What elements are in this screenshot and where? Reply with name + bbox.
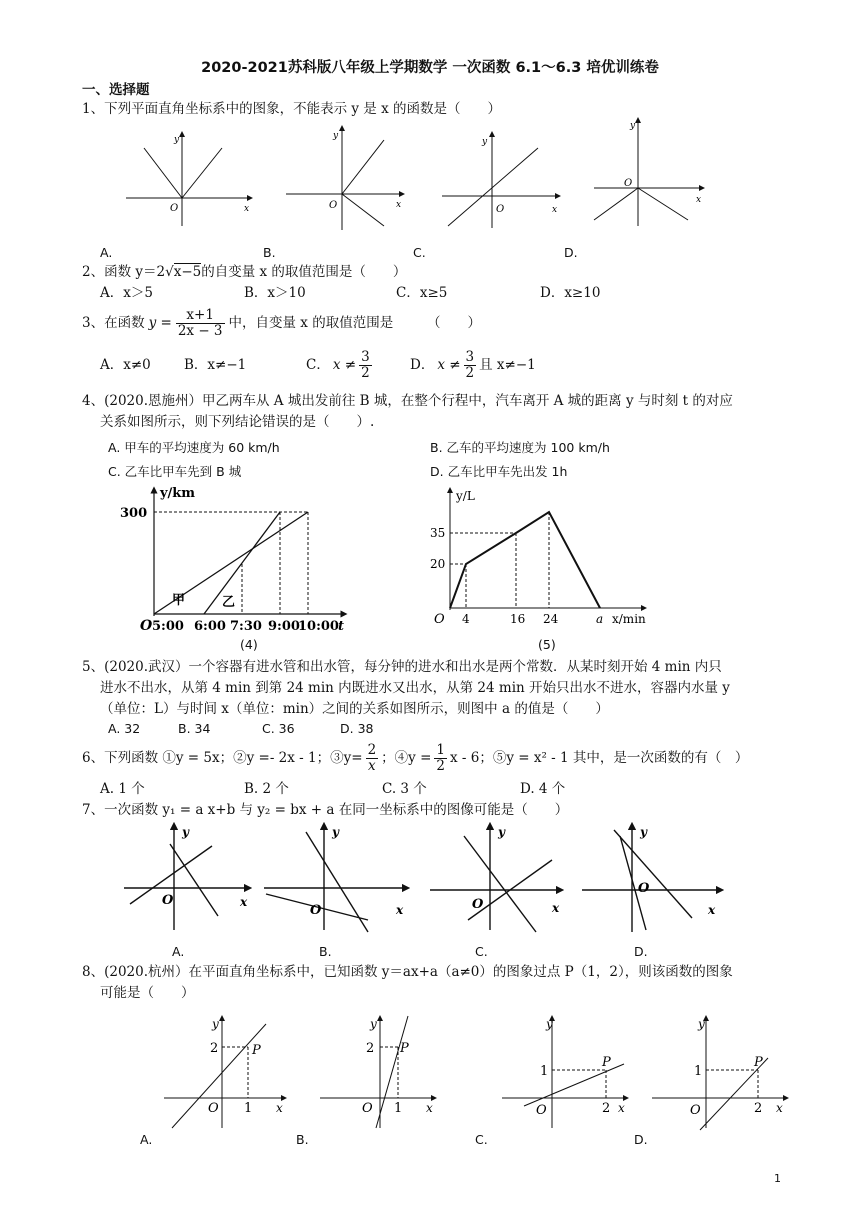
svg-text:x: x [396,200,402,210]
svg-text:2: 2 [366,1041,375,1056]
figure-5-caption: (5) [538,637,556,652]
svg-text:y: y [212,1017,219,1031]
svg-text:1: 1 [394,1101,403,1116]
svg-text:x: x [776,1101,783,1115]
svg-text:5:00: 5:00 [152,619,184,634]
svg-text:a: a [596,612,604,626]
svg-text:O: O [162,893,174,908]
svg-text:20: 20 [430,557,446,571]
svg-text:1: 1 [694,1064,703,1079]
figure-4-caption: (4) [240,637,258,652]
q1-graph-a [122,128,262,228]
q3-option-b[interactable]: B．x≠−1 [184,356,247,373]
svg-text:y: y [370,1017,377,1031]
svg-text:x/min: x/min [612,612,646,626]
page-number: 1 [774,1172,781,1185]
q1-option-b[interactable]: B. [263,245,276,260]
svg-text:O: O [472,897,484,912]
page-title: 2020-2021苏科版八年级上学期数学 一次函数 6.1～6.3 培优训练卷 [201,60,659,76]
svg-text:x: x [552,901,560,915]
svg-text:P: P [252,1043,261,1058]
svg-text:O: O [362,1101,373,1116]
q7-stem: 7、一次函数 y₁ = a x+b 与 y₂ = bx + a 在同一坐标系中的图像可能是（ ） [82,802,569,818]
svg-text:x: x [708,903,716,917]
q2-stem: 2、函数 y＝2√x−5的自变量 x 的取值范围是（ ） [82,264,407,280]
q8-option-b[interactable]: B. [296,1132,309,1147]
svg-text:y/km: y/km [160,486,196,501]
svg-text:x: x [618,1101,625,1115]
svg-text:O: O [170,203,179,214]
svg-text:y: y [332,825,339,839]
q6-option-c[interactable]: C. 3 个 [382,781,427,797]
svg-text:300: 300 [120,506,148,521]
svg-text:x: x [240,895,248,909]
q3-stem: 3、在函数 y = $\frac{x+1}{2x - 3}$ 中，自变量 x 的取值范围是 （ ） [82,307,481,339]
q8-graph-b [318,1012,448,1130]
svg-text:y: y [482,137,488,147]
svg-text:O: O [638,881,650,896]
svg-text:P: P [400,1041,409,1056]
q1-option-c[interactable]: C. [413,245,426,260]
q5-option-d[interactable]: D. 38 [340,721,374,736]
q4-option-a[interactable]: A. 甲车的平均速度为 60 km/h [108,440,280,455]
svg-text:6:00: 6:00 [194,619,226,634]
q7-graph-a [122,822,262,932]
q8-graph-d [650,1012,800,1130]
svg-text:O: O [496,204,505,215]
svg-text:x: x [552,205,558,215]
figure-4-graph [120,484,350,634]
svg-text:1: 1 [540,1064,549,1079]
svg-text:x: x [426,1101,433,1115]
q3-option-c[interactable]: C． x ≠ $\frac{3}{2}$ [306,349,370,381]
svg-text:2: 2 [210,1041,219,1056]
q2-option-d[interactable]: D．x≥10 [540,285,601,301]
svg-text:y: y [698,1017,705,1031]
q3-option-a[interactable]: A．x≠0 [100,356,151,373]
q5-stem-line2: 进水不出水，从第 4 min 到第 24 min 内既进水又出水，从第 24 min 开始只出水不进水，容器内水量 y [100,680,730,696]
svg-text:y: y [182,825,189,839]
q4-option-c[interactable]: C. 乙车比甲车先到 B 城 [108,464,242,479]
q8-graph-a [162,1012,302,1130]
svg-text:O: O [536,1103,547,1118]
q7-option-d[interactable]: D. [634,944,648,959]
sqrt-sign: √ [165,264,174,280]
svg-text:10:00: 10:00 [298,619,339,634]
q2-option-c[interactable]: C．x≥5 [396,285,448,301]
q3-option-d[interactable]: D． x ≠ $\frac{3}{2}$ 且 x≠−1 [410,349,536,381]
q5-option-a[interactable]: A. 32 [108,721,141,736]
q7-option-a[interactable]: A. [172,944,185,959]
svg-text:O: O [624,178,633,189]
svg-text:P: P [754,1055,763,1070]
q6-option-b[interactable]: B. 2 个 [244,781,289,797]
q1-graph-c [438,130,568,230]
svg-text:y: y [640,825,647,839]
svg-text:24: 24 [543,612,559,626]
q1-graph-b [282,122,412,232]
svg-text:9:00: 9:00 [268,619,300,634]
q6-stem: 6、下列函数 ①y = 5x；②y =- 2x - 1；③y= $\frac{2}{x}$ ；④y = $\frac{1}{2}$ x - 6；⑤y = x² - 1 其中，是一次函数的有（ ） [82,742,749,774]
q8-option-a[interactable]: A. [140,1132,153,1147]
q5-stem-line1: 5、(2020.武汉）一个容器有进水管和出水管，每分钟的进水和出水是两个常数．从某时刻开始 4 min 内只 [82,659,722,675]
q8-stem-line2: 可能是（ ） [100,985,195,1001]
q7-graph-c [428,822,568,934]
svg-text:2: 2 [602,1101,611,1116]
q8-option-c[interactable]: C. [475,1132,488,1147]
q1-stem: 1、下列平面直角坐标系中的图象，不能表示 y 是 x 的函数是（ ） [82,101,501,117]
q1-option-a[interactable]: A. [100,245,113,260]
q6-option-d[interactable]: D. 4 个 [520,781,566,797]
q5-option-c[interactable]: C. 36 [262,721,295,736]
q7-option-b[interactable]: B. [319,944,332,959]
q4-stem-line1: 4、(2020.恩施州）甲乙两车从 A 城出发前往 B 城，在整个行程中，汽车离开 A 城的距离 y 与时刻 t 的对应 [82,393,733,409]
svg-text:P: P [602,1055,611,1070]
svg-text:y: y [546,1017,553,1031]
svg-text:乙: 乙 [222,595,236,610]
svg-text:1: 1 [244,1101,253,1116]
q8-graph-c [500,1012,640,1130]
svg-text:7:30: 7:30 [230,619,262,634]
svg-text:35: 35 [430,526,446,540]
q7-graph-d [580,822,730,934]
svg-text:y: y [174,135,180,145]
q4-option-b[interactable]: B. 乙车的平均速度为 100 km/h [430,440,610,455]
svg-text:甲: 甲 [172,593,186,608]
svg-text:x: x [244,204,250,214]
q4-stem-line2: 关系如图所示，则下列结论错误的是（ ）. [100,414,375,430]
svg-text:x: x [276,1101,283,1115]
q1-option-d[interactable]: D. [564,245,578,260]
q2-option-a[interactable]: A．x＞5 [100,285,153,301]
svg-text:y: y [498,825,505,839]
q8-option-d[interactable]: D. [634,1132,648,1147]
svg-text:x: x [696,195,702,205]
svg-text:y: y [630,121,636,131]
section-heading: 一、选择题 [82,82,150,98]
svg-text:y: y [333,131,339,141]
svg-text:4: 4 [462,612,470,626]
svg-text:O: O [208,1101,219,1116]
q6-option-a[interactable]: A. 1 个 [100,781,145,797]
svg-text:O: O [310,903,322,918]
q2-option-b[interactable]: B．x＞10 [244,285,306,301]
svg-text:O: O [690,1103,701,1118]
q1-graph-d [590,116,710,228]
svg-text:x: x [396,903,404,917]
svg-text:2: 2 [754,1101,763,1116]
q5-option-b[interactable]: B. 34 [178,721,211,736]
q8-stem-line1: 8、(2020.杭州）在平面直角坐标系中，已知函数 y＝ax+a（a≠0）的图象过点 P（1，2），则该函数的图象 [82,964,733,980]
svg-text:y/L: y/L [456,489,475,503]
svg-text:O: O [434,612,445,627]
svg-text:16: 16 [510,612,526,626]
svg-text:t: t [338,619,345,634]
q7-option-c[interactable]: C. [475,944,488,959]
svg-text:O: O [329,200,338,211]
q7-graph-b [262,822,412,934]
figure-5-graph [422,484,662,634]
svg-text:O: O [140,618,153,634]
q4-option-d[interactable]: D. 乙车比甲车先出发 1h [430,464,568,479]
q5-stem-line3: （单位：L）与时间 x（单位：min）之间的关系如图所示，则图中 a 的值是（ ） [100,701,609,717]
